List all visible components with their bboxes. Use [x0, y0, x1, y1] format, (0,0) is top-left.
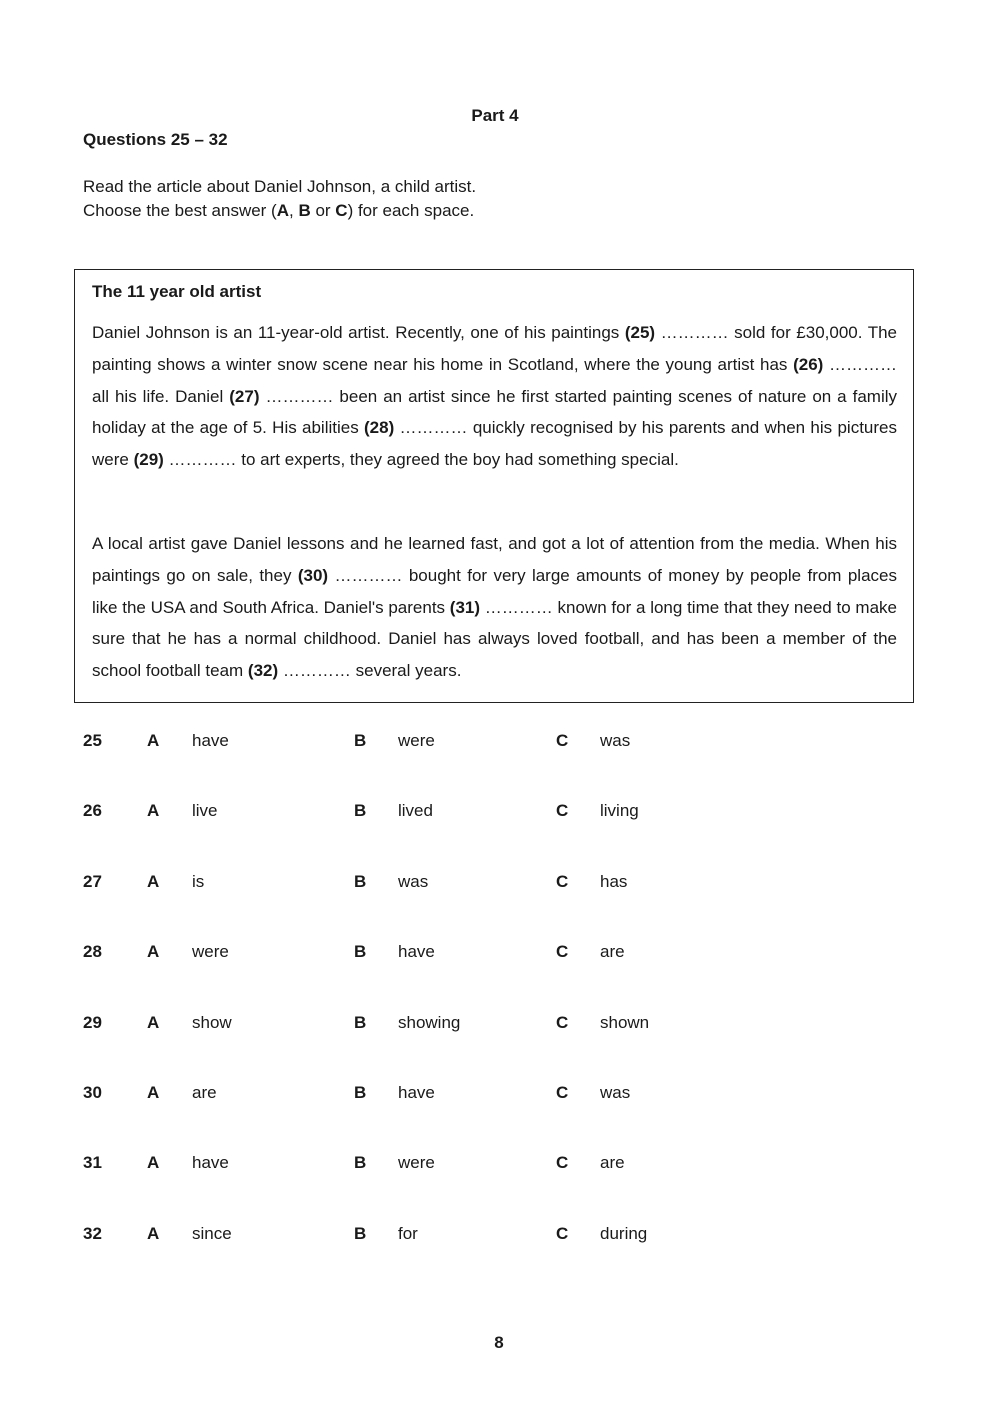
- option-c-text: shown: [600, 1013, 650, 1032]
- option-b-text: were: [398, 1153, 435, 1172]
- instruction-text: or: [310, 201, 336, 220]
- question-row-30: [0, 1083, 1000, 1107]
- instruction-line-1: Read the article about Daniel Johnson, a child artist.: [83, 177, 477, 196]
- option-c-text: are: [600, 942, 625, 961]
- option-letter-a: A: [147, 731, 160, 750]
- option-a-text: are: [192, 1083, 217, 1102]
- option-a-text: show: [192, 1013, 232, 1032]
- option-a-text: is: [192, 872, 205, 891]
- option-letter-b: B: [354, 942, 367, 961]
- question-row-28: [0, 942, 1000, 966]
- gap-number-25: (25): [624, 323, 656, 342]
- option-letter-c: C: [556, 801, 569, 820]
- option-a-text: have: [192, 1153, 229, 1172]
- question-number: 28: [83, 942, 102, 961]
- option-c-text: was: [600, 731, 631, 750]
- option-letter-a: A: [147, 942, 160, 961]
- gap-number-29: (29): [133, 450, 164, 470]
- option-c-text: was: [600, 1083, 631, 1102]
- instruction-text: Choose the best answer (: [83, 201, 277, 220]
- article-paragraph-1: [92, 317, 897, 476]
- option-letter-c: C: [556, 1083, 569, 1102]
- question-row-32: [0, 1224, 1000, 1248]
- gap-number-31: (31): [449, 597, 481, 617]
- gap-dots: …………: [484, 597, 553, 617]
- option-letter-a: A: [147, 1153, 160, 1172]
- option-a-text: since: [192, 1224, 232, 1243]
- article-text: A local artist gave Daniel lessons and he learned fast, and got a lot of attention from the media. When his paintings go on sale, they: [92, 534, 897, 585]
- option-letter-a: A: [276, 201, 289, 220]
- article-text: sold for £30,000. The painting shows a winter snow scene near his home in Scotland, where the young artist has: [92, 323, 897, 374]
- option-letter-c: C: [556, 872, 569, 891]
- question-row-31: [0, 1153, 1000, 1177]
- option-letter-b: B: [354, 731, 367, 750]
- option-a-text: were: [192, 942, 229, 961]
- article-text: quickly recognised by his parents and when his pictures were: [92, 418, 897, 470]
- questions-heading: Questions 25 – 32: [83, 130, 228, 149]
- option-letter-c: C: [556, 1013, 569, 1032]
- article-text: bought for very large amounts of money by people from places like the USA and South Africa. Daniel's parents: [92, 565, 897, 617]
- option-b-text: were: [398, 731, 435, 750]
- question-row-27: [0, 872, 1000, 896]
- page-number: 8: [494, 1333, 504, 1352]
- instruction-text: ,: [289, 201, 299, 220]
- instruction-line-2: [83, 201, 474, 221]
- gap-dots: …………: [282, 661, 351, 681]
- option-letter-b: B: [354, 1224, 367, 1243]
- part-heading: Part 4: [471, 106, 519, 125]
- option-b-text: lived: [398, 801, 433, 820]
- option-letter-b: B: [354, 1083, 367, 1102]
- article-paragraph-2: [92, 528, 897, 687]
- article-text: Daniel Johnson is an 11-year-old artist. Recently, one of his paintings: [92, 323, 625, 342]
- gap-number-30: (30): [297, 565, 329, 585]
- article-text: known for a long time that they need to make sure that he has a normal childhood. Daniel has always loved football, and has been a member of the school football team: [92, 597, 897, 681]
- gap-number-32: (32): [247, 661, 279, 681]
- option-letter-b: B: [354, 1153, 367, 1172]
- gap-dots: …………: [399, 418, 468, 438]
- instruction-text: ) for each space.: [347, 201, 475, 220]
- question-number: 32: [83, 1224, 102, 1243]
- gap-number-28: (28): [364, 418, 395, 438]
- option-b-text: was: [398, 872, 429, 891]
- option-c-text: during: [600, 1224, 648, 1243]
- option-b-text: for: [398, 1224, 418, 1243]
- option-letter-b: B: [298, 201, 311, 220]
- question-row-25: [0, 731, 1000, 755]
- question-row-26: [0, 801, 1000, 825]
- question-number: 30: [83, 1083, 102, 1102]
- option-letter-c: C: [556, 942, 569, 961]
- option-letter-a: A: [147, 1224, 160, 1243]
- question-row-29: [0, 1013, 1000, 1037]
- option-letter-a: A: [147, 872, 160, 891]
- article-text: been an artist since he first started painting scenes of nature on a family holiday at the age of 5. His abilities: [92, 386, 897, 438]
- article-text: all his life. Daniel: [92, 386, 230, 406]
- gap-dots: …………: [334, 565, 403, 585]
- article-text: several years.: [350, 661, 462, 681]
- option-b-text: have: [398, 942, 435, 961]
- option-a-text: have: [192, 731, 229, 750]
- gap-dots: …………: [265, 386, 334, 406]
- option-letter-c: C: [556, 1153, 569, 1172]
- option-letter-a: A: [147, 1013, 160, 1032]
- option-c-text: are: [600, 1153, 625, 1172]
- question-number: 29: [83, 1013, 102, 1032]
- option-letter-b: B: [354, 801, 367, 820]
- gap-dots: …………: [829, 354, 897, 374]
- option-letter-a: A: [147, 801, 160, 820]
- option-c-text: living: [600, 801, 639, 820]
- gap-dots: …………: [168, 450, 237, 470]
- article-text: to art experts, they agreed the boy had something special.: [236, 450, 679, 470]
- option-a-text: live: [192, 801, 218, 820]
- gap-number-26: (26): [793, 354, 824, 374]
- question-number: 25: [83, 731, 102, 750]
- option-b-text: showing: [398, 1013, 461, 1032]
- option-letter-a: A: [147, 1083, 160, 1102]
- option-letter-b: B: [354, 1013, 367, 1032]
- question-number: 27: [83, 872, 102, 891]
- gap-dots: …………: [660, 323, 729, 342]
- article-title: The 11 year old artist: [92, 282, 262, 301]
- gap-number-27: (27): [229, 386, 260, 406]
- option-c-text: has: [600, 872, 628, 891]
- question-number: 31: [83, 1153, 102, 1172]
- option-b-text: have: [398, 1083, 435, 1102]
- option-letter-c: C: [556, 731, 569, 750]
- option-letter-c: C: [556, 1224, 569, 1243]
- option-letter-c: C: [335, 201, 348, 220]
- option-letter-b: B: [354, 872, 367, 891]
- question-number: 26: [83, 801, 102, 820]
